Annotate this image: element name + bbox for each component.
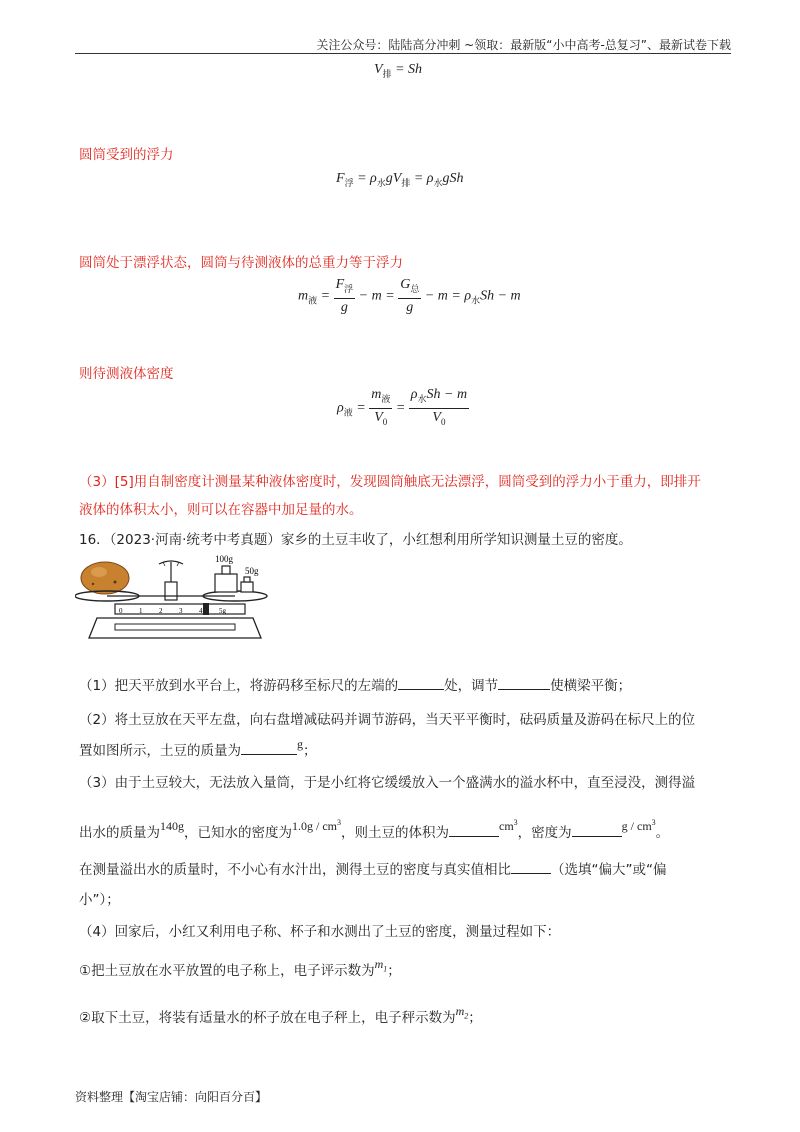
weight-50g [241,582,253,592]
label-50g: 50g [245,566,259,576]
text: 出水的质量为 [79,825,160,841]
frac-num: ρ [410,387,418,402]
frac-den: V [374,409,383,425]
potato-eye [92,583,94,585]
tick-label: 4 [199,607,203,615]
frac-den: V [432,409,441,425]
eq-part: = [317,288,334,304]
page-header: 关注公众号：陆陆高分冲刺 ~领取：最新版“小中高考-总复习”、最新试卷下载 [316,38,731,52]
eq-part: = ρ [410,171,434,186]
question-part-2b [79,739,317,759]
text: ； [387,963,401,979]
equation-volume [374,62,422,80]
answer-blank-density[interactable] [572,822,622,837]
value-140g: 140g [160,819,184,833]
question-part-2a: （2）将土豆放在天平左盘，向右盘增减砝码并调节游码，当天平平衡时，砝码质量及游码在标尺上的位 [79,712,696,728]
question-part-3d: 小”）； [79,892,120,908]
tick-label: 1 [139,607,143,615]
fraction-expr-over-v [409,386,469,431]
equation-buoyancy [336,171,464,189]
eq-subscript: 水 [471,295,481,306]
eq-part: = [352,400,370,416]
text: （1）把天平放到水平台上，将游码移至标尺的左端的 [79,678,399,694]
subscript: 2 [464,1011,469,1021]
answer-blank-2[interactable] [498,675,550,690]
equation-density [337,386,469,431]
unit-cm: cm [499,819,514,833]
eq-subscript: 0 [440,416,446,427]
solution-line-buoyancy: 圆筒受到的浮力 [79,147,174,163]
eq-subscript: 液 [308,295,318,306]
equation-mass [298,276,521,317]
eq-subscript: 总 [410,283,420,294]
question-part-4: （4）回家后，小红又利用电子称、杯子和水测出了土豆的密度，测量过程如下： [79,924,561,940]
rider [203,603,209,615]
text: （选填“偏大”或“偏 [551,862,667,878]
step-2 [79,1006,482,1027]
text: ，密度为 [517,825,572,841]
text: 置如图所示，土豆的质量为 [79,743,241,759]
tick-label: 3 [179,607,183,615]
frac-den: g [340,299,348,315]
eq-part: gSh [442,171,464,186]
weight-100g-knob [222,566,230,574]
page-footer: 资料整理【淘宝店铺：向阳百分百】 [75,1090,268,1104]
eq-subscript: 浮 [344,177,354,188]
text: 在测量溢出水的质量时，不小心有水汁出，测得土豆的密度与真实值相比 [79,862,511,878]
eq-part: − m = ρ [421,288,472,304]
step-1 [79,959,401,980]
frac-num: m [371,387,382,402]
frac-num: G [400,277,411,292]
text: ①把土豆放在水平放置的电子称上，电子评示数为 [79,963,375,979]
eq-subscript: 浮 [344,283,354,294]
frac-num: F [335,277,345,292]
answer-blank-1[interactable] [398,675,444,690]
eq-symbol: V [374,62,383,77]
answer-blank-compare[interactable] [511,859,551,874]
text: ； [303,743,317,759]
solution-line-floating: 圆筒处于漂浮状态，圆筒与待测液体的总重力等于浮力 [79,255,403,271]
header-divider [75,53,731,54]
eq-rhs: = Sh [391,62,423,77]
question-part-1 [79,674,631,694]
fraction-m-over-v [369,386,392,431]
tick-label: 2 [159,607,163,615]
eq-subscript: 排 [382,68,392,79]
superscript: 3 [337,818,341,827]
eq-subscript: 排 [401,177,411,188]
label-100g: 100g [215,554,233,564]
unit-density: g / cm [621,819,652,833]
text: ②取下土豆，将装有适量水的杯子放在电子秤上，电子秤示数为 [79,1010,456,1026]
eq-subscript: 液 [343,407,353,418]
eq-subscript: 水 [376,177,386,188]
eq-symbol: ρ [337,400,344,416]
potato-highlight [91,567,107,577]
answer-blank-volume[interactable] [449,822,499,837]
solution-line-3b: 液体的体积太小，则可以在容器中加足量的水。 [79,502,363,518]
eq-symbol: F [336,171,345,186]
eq-part: = ρ [353,171,377,186]
eq-part: Sh − m [480,288,521,304]
fraction-g-over-g [398,276,421,317]
value-density: 1.0g / cm [292,819,337,833]
tick-label: 5g [219,607,226,615]
eq-subscript: 水 [433,177,443,188]
eq-subscript: 液 [381,393,391,404]
column [165,582,177,600]
question-part-3c [79,858,666,878]
text: ，已知水的密度为 [184,825,292,841]
eq-subscript: 水 [417,393,427,404]
superscript: 3 [513,818,518,827]
answer-blank-mass[interactable] [241,740,297,755]
balance-figure [75,552,275,648]
var-m: m [374,957,384,971]
eq-part: gV [385,171,402,186]
question-part-3b [79,818,670,841]
unit-g: g [297,737,303,751]
base-slot [115,624,235,630]
text: 使横梁平衡； [550,678,632,694]
text: ，则土豆的体积为 [341,825,449,841]
weight-50g-knob [244,577,250,582]
potato-eye [114,581,117,584]
solution-line-3a: （3）[5]用自制密度计测量某种液体密度时，发现圆筒触底无法漂浮，圆筒受到的浮力小于重力，即排开 [79,474,701,490]
tick-label: 0 [119,607,123,615]
weight-100g [215,574,237,592]
frac-den: g [406,299,414,315]
eq-part: − m = [355,288,399,304]
text: 处，调节 [444,678,499,694]
question-part-3a: （3）由于土豆较大，无法放入量筒，于是小红将它缓缓放入一个盛满水的溢水杯中，直至浸没，测得溢 [79,775,696,791]
eq-symbol: m [298,288,309,304]
eq-subscript: 0 [382,416,388,427]
fraction-f-over-g [334,276,356,317]
text: 。 [655,825,670,841]
var-m: m [455,1004,465,1018]
text: ； [468,1010,482,1026]
eq-part: = [392,400,409,416]
potato-image [81,562,129,594]
frac-num: Sh − m [426,387,468,402]
question-16-title: 16．（2023·河南·统考中考真题）家乡的土豆丰收了，小红想利用所学知识测量土豆的密度。 [79,532,632,548]
solution-line-density: 则待测液体密度 [79,366,174,382]
subscript: 1 [383,964,388,974]
superscript: 3 [651,818,656,827]
